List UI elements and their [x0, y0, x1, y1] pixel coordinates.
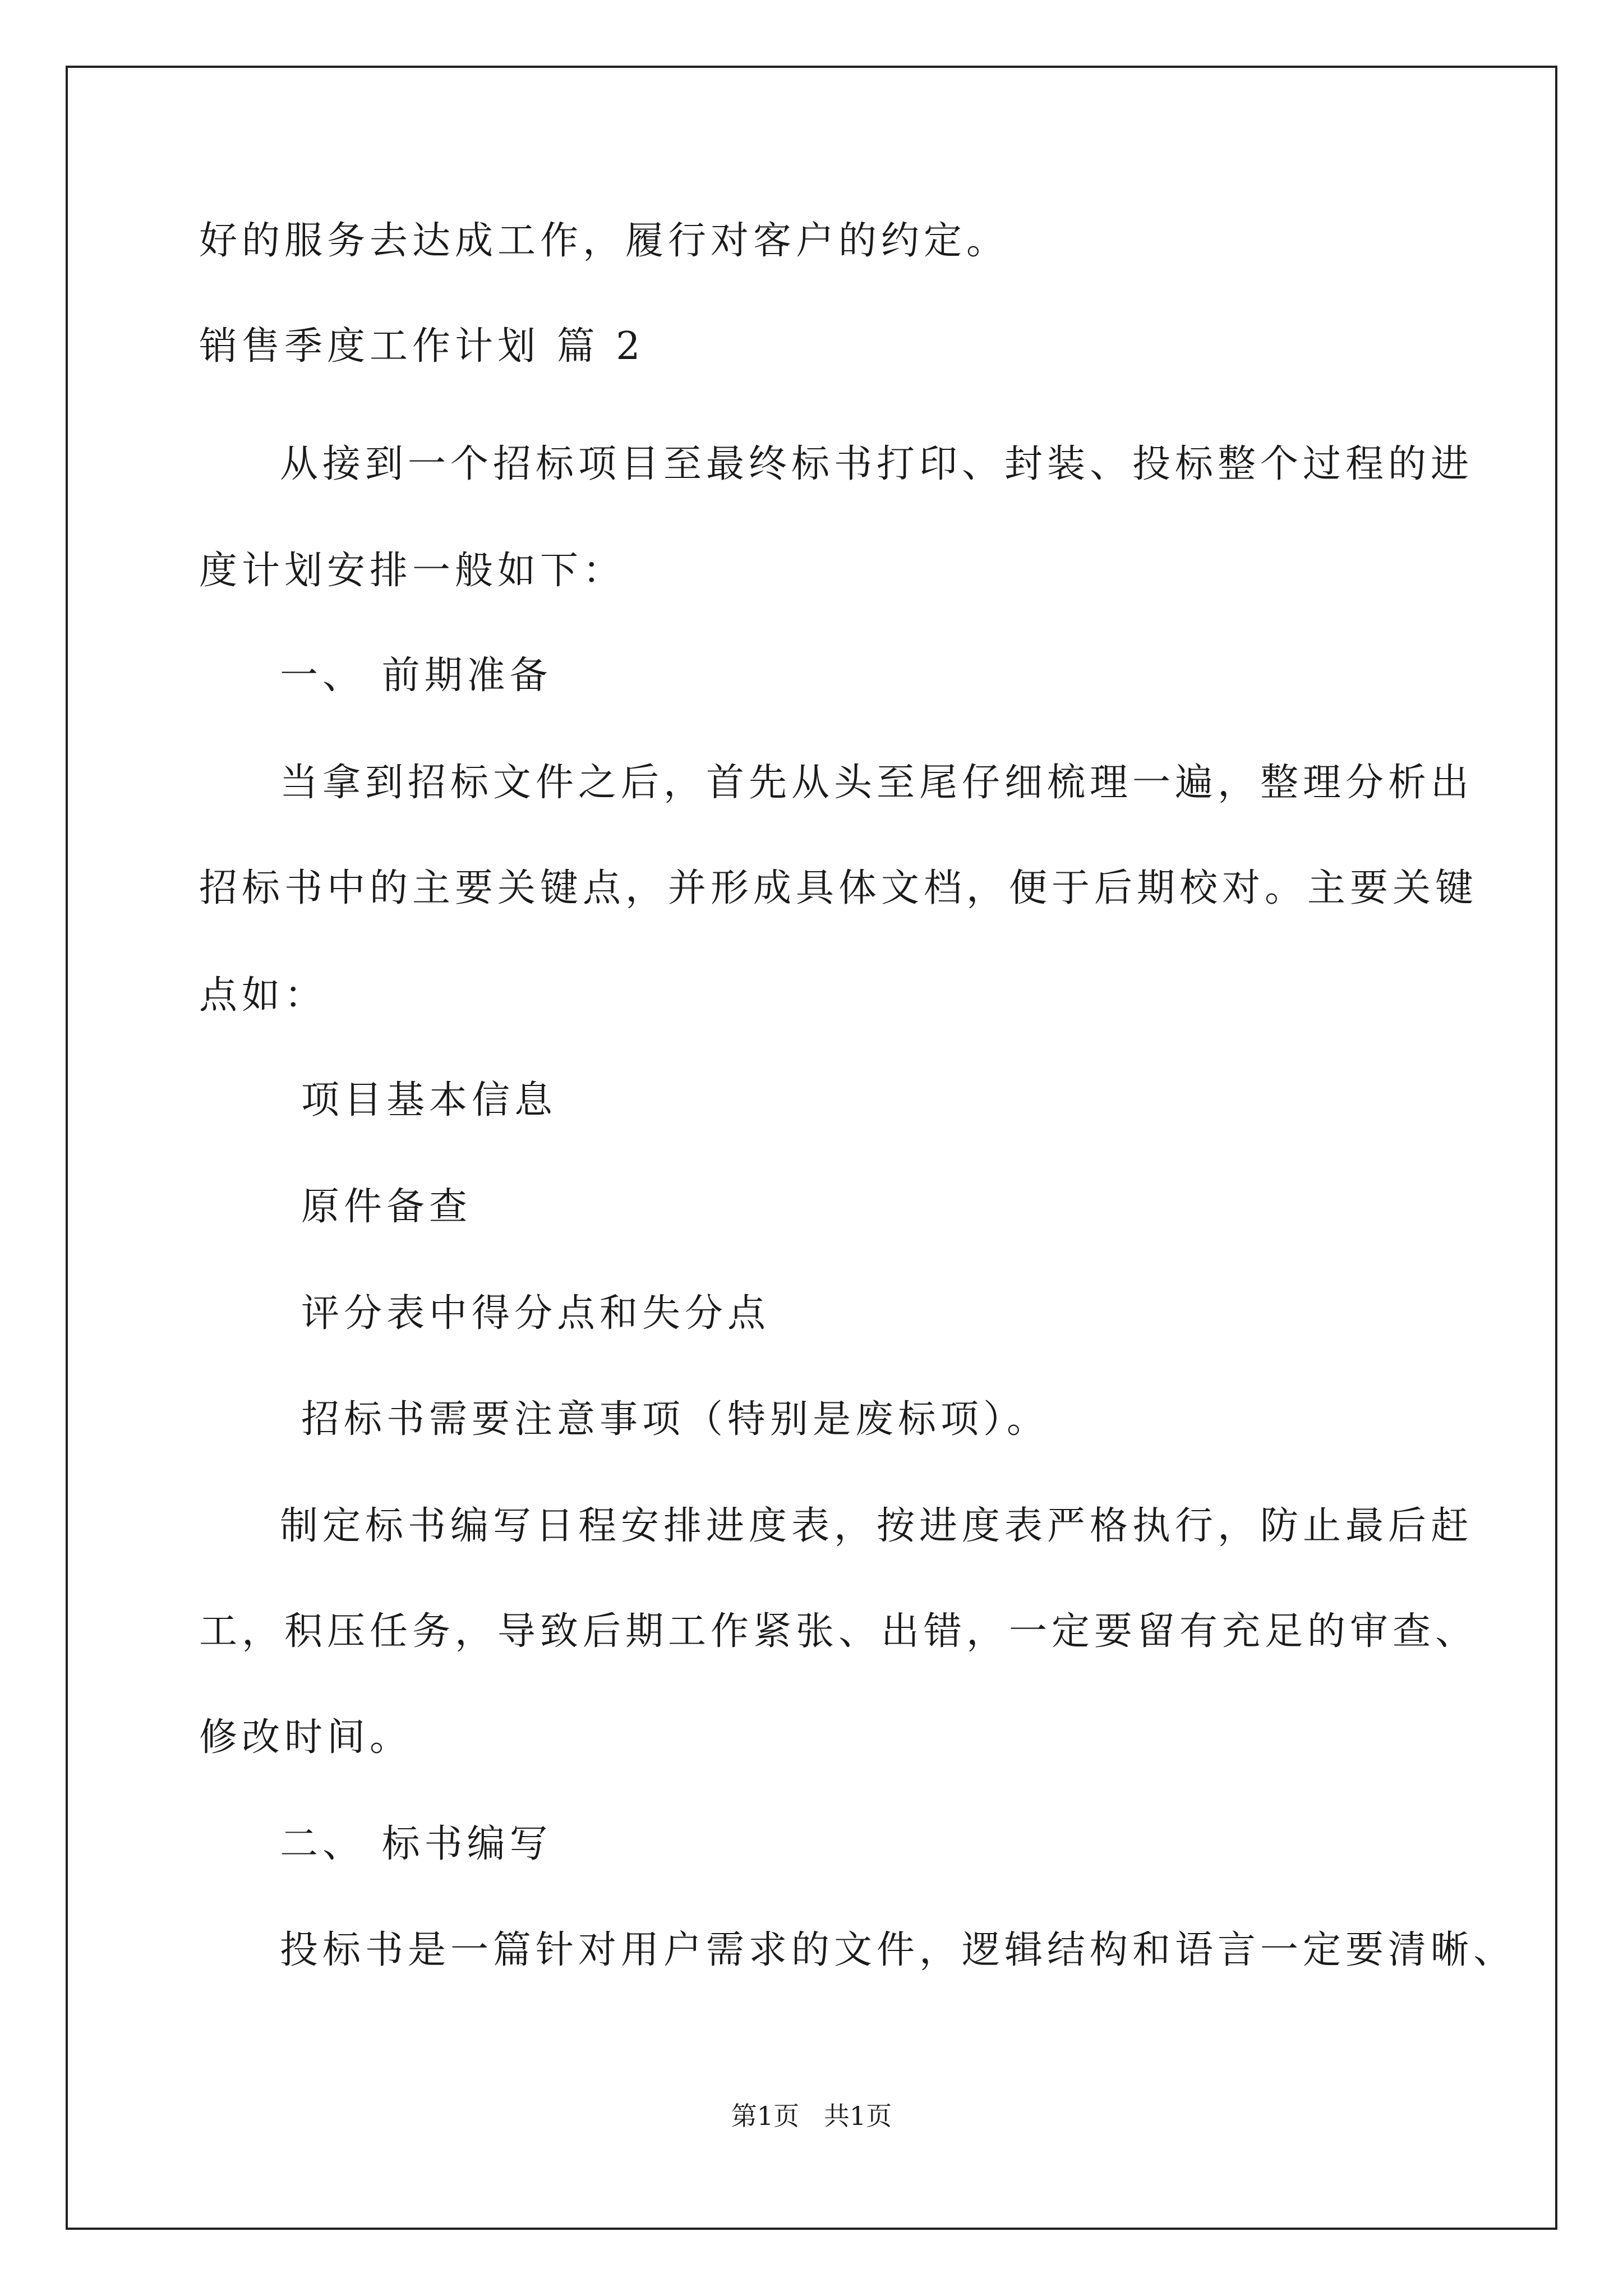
- body-text-line: 从接到一个招标项目至最终标书打印、封装、投标整个过程的进: [280, 442, 1474, 486]
- list-item: 原件备查: [301, 1185, 472, 1229]
- subsection-heading: 二、 标书编写: [280, 1822, 552, 1866]
- body-text-line: 工，积压任务，导致后期工作紧张、出错，一定要留有充足的审查、: [199, 1609, 1478, 1654]
- body-text-line: 制定标书编写日程安排进度表，按进度表严格执行，防止最后赶: [280, 1504, 1474, 1548]
- body-text-line: 招标书中的主要关键点，并形成具体文档，便于后期校对。主要关键: [199, 866, 1478, 910]
- page-border: [66, 66, 1557, 2230]
- body-text-line: 度计划安排一般如下：: [199, 549, 626, 593]
- subsection-heading: 一、 前期准备: [280, 654, 552, 698]
- body-text-line: 投标书是一篇针对用户需求的文件，逻辑结构和语言一定要清晰、: [280, 1928, 1516, 1972]
- list-item: 招标书需要注意事项（特别是废标项）。: [301, 1397, 1050, 1442]
- page-footer: 第1页 共1页: [731, 2101, 892, 2131]
- body-text-line: 修改时间。: [199, 1715, 413, 1760]
- body-text-line: 点如：: [199, 973, 328, 1018]
- body-text-line: 当拿到招标文件之后，首先从头至尾仔细梳理一遍，整理分析出: [280, 761, 1474, 805]
- section-heading: 销售季度工作计划 篇 2: [199, 324, 645, 369]
- body-text-line: 好的服务去达成工作，履行对客户的约定。: [199, 219, 1009, 263]
- list-item: 评分表中得分点和失分点: [301, 1291, 771, 1336]
- list-item: 项目基本信息: [301, 1078, 557, 1122]
